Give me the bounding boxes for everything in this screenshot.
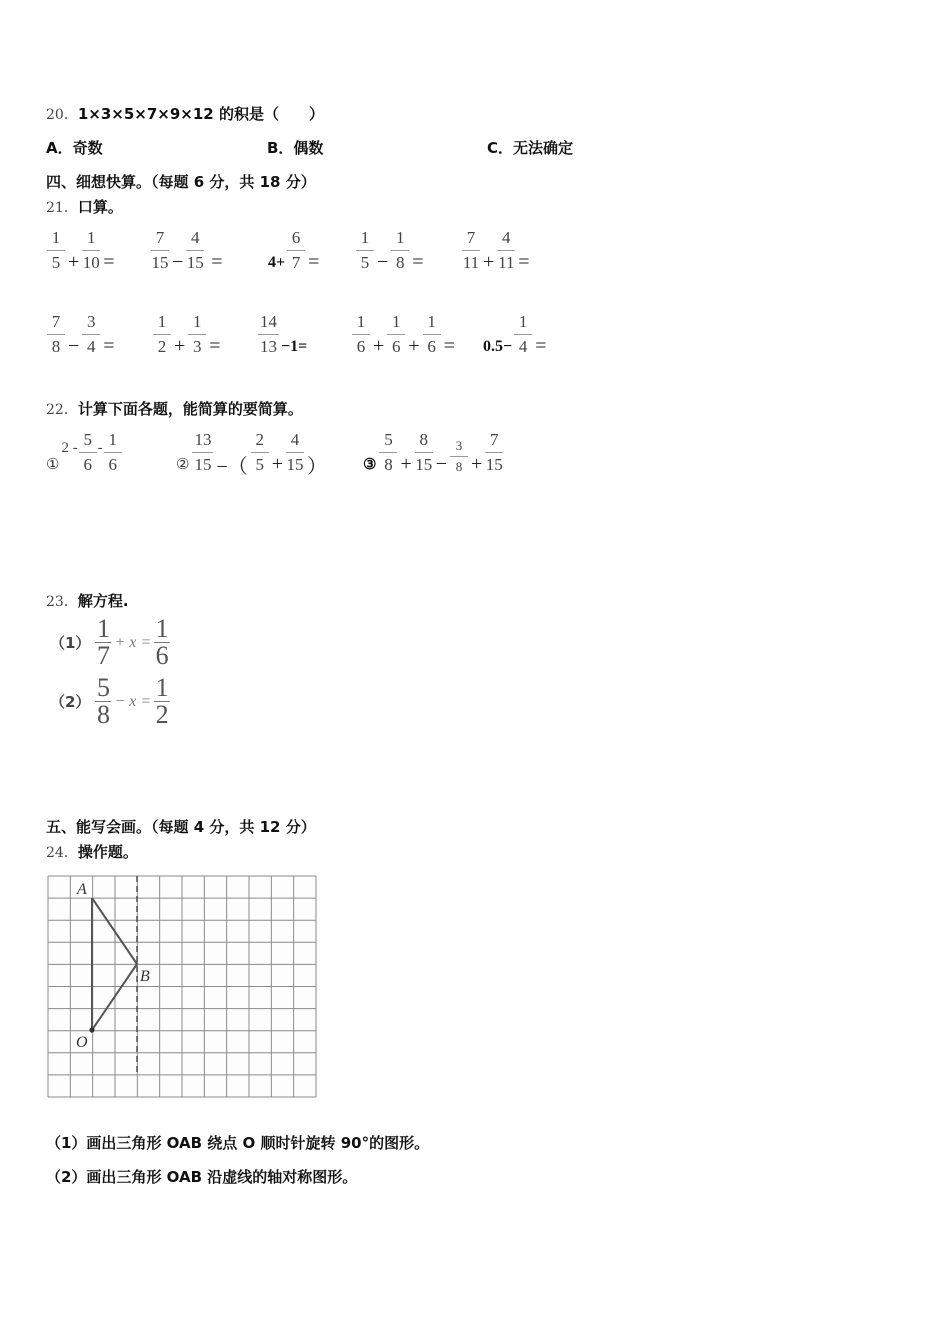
task-1: （1）画出三角形 OAB 绕点 O 顺时针旋转 90°的图形。 <box>46 1134 430 1152</box>
oral-calc-6: $\frac{7}{8}$ − $\frac{3}{4}$ = <box>46 313 117 356</box>
label-a: A <box>77 881 87 898</box>
question-title: 解方程. <box>77 592 129 610</box>
equation-2: （2） $\frac{5}{8}$ − x = $\frac{1}{2}$ <box>50 673 169 729</box>
oral-calc-10: 0.5− $\frac{1}{4}$ = <box>483 312 547 357</box>
grid-figure <box>46 873 320 1101</box>
label-b: B <box>140 968 150 985</box>
question-number: 22． <box>46 402 78 418</box>
calc-problem-1: ① 2 - $\frac{5}{6}$ - $\frac{1}{6}$ <box>46 431 123 474</box>
option-a[interactable]: A．奇数 <box>46 139 103 157</box>
section-4-heading: 四、细想快算。（每题 6 分，共 18 分） <box>46 173 316 191</box>
fraction: $\frac{1}{5}$ <box>47 229 65 272</box>
question-title: 口算。 <box>77 198 123 216</box>
section-5-heading: 五、能写会画。（每题 4 分，共 12 分） <box>46 818 316 836</box>
fraction: $\frac{1}{10}$ <box>82 228 100 272</box>
calc-problem-3: ③ $\frac{5}{8}$ + $\frac{8}{15}$ − $\frac{3}{8}$ + $\frac{7}{15}$ <box>363 430 503 475</box>
question-title: 计算下面各题，能简算的要简算。 <box>77 400 303 418</box>
oral-calc-5: $\frac{7}{11}$ + $\frac{4}{11}$ = <box>462 228 530 273</box>
label-o: O <box>76 1034 88 1051</box>
question-number: 23． <box>46 594 78 610</box>
question-number: 24． <box>46 845 78 861</box>
oral-calc-7: $\frac{1}{2}$ + $\frac{1}{3}$ = <box>152 313 223 356</box>
oral-calc-2: $\frac{7}{15}$ − $\frac{4}{15}$ = <box>151 228 223 273</box>
circled-3: ③ <box>363 457 377 473</box>
task-2: （2）画出三角形 OAB 沿虚线的轴对称图形。 <box>46 1168 358 1186</box>
grid-svg <box>46 873 320 1101</box>
question-22 <box>46 398 303 419</box>
oral-calc-9: $\frac{1}{6}$ + $\frac{1}{6}$ + $\frac{1}{6}$ = <box>351 313 457 356</box>
oral-calc-1: $\frac{1}{5}$ + $\frac{1}{10}$ = <box>46 229 117 272</box>
option-c[interactable]: C．无法确定 <box>487 139 574 157</box>
oral-calc-3: 4+ $\frac{6}{7}$ = <box>268 228 320 273</box>
question-number: 21． <box>46 200 78 216</box>
circled-2: ② <box>176 457 190 473</box>
circled-1: ① <box>46 457 60 473</box>
question-20 <box>46 103 324 124</box>
calc-problem-2: ② $\frac{13}{15}$ −（ $\frac{2}{5}$ + $\frac{4}{15}$ ） <box>176 430 328 478</box>
point-o <box>89 1027 94 1032</box>
oral-calc-4: $\frac{1}{5}$ − $\frac{1}{8}$ = <box>355 229 426 272</box>
question-21 <box>46 196 123 217</box>
option-b[interactable]: B．偶数 <box>267 139 324 157</box>
question-number: 20． <box>46 107 78 123</box>
question-stem: 1×3×5×7×9×12 的积是（ ） <box>77 105 324 123</box>
question-title: 操作题。 <box>77 843 138 861</box>
question-23 <box>46 590 129 611</box>
oral-calc-8: $\frac{14}{13}$ −1= <box>260 312 308 356</box>
question-24 <box>46 841 138 862</box>
equation-1: （1） $\frac{1}{7}$ + x = $\frac{1}{6}$ <box>50 614 169 670</box>
